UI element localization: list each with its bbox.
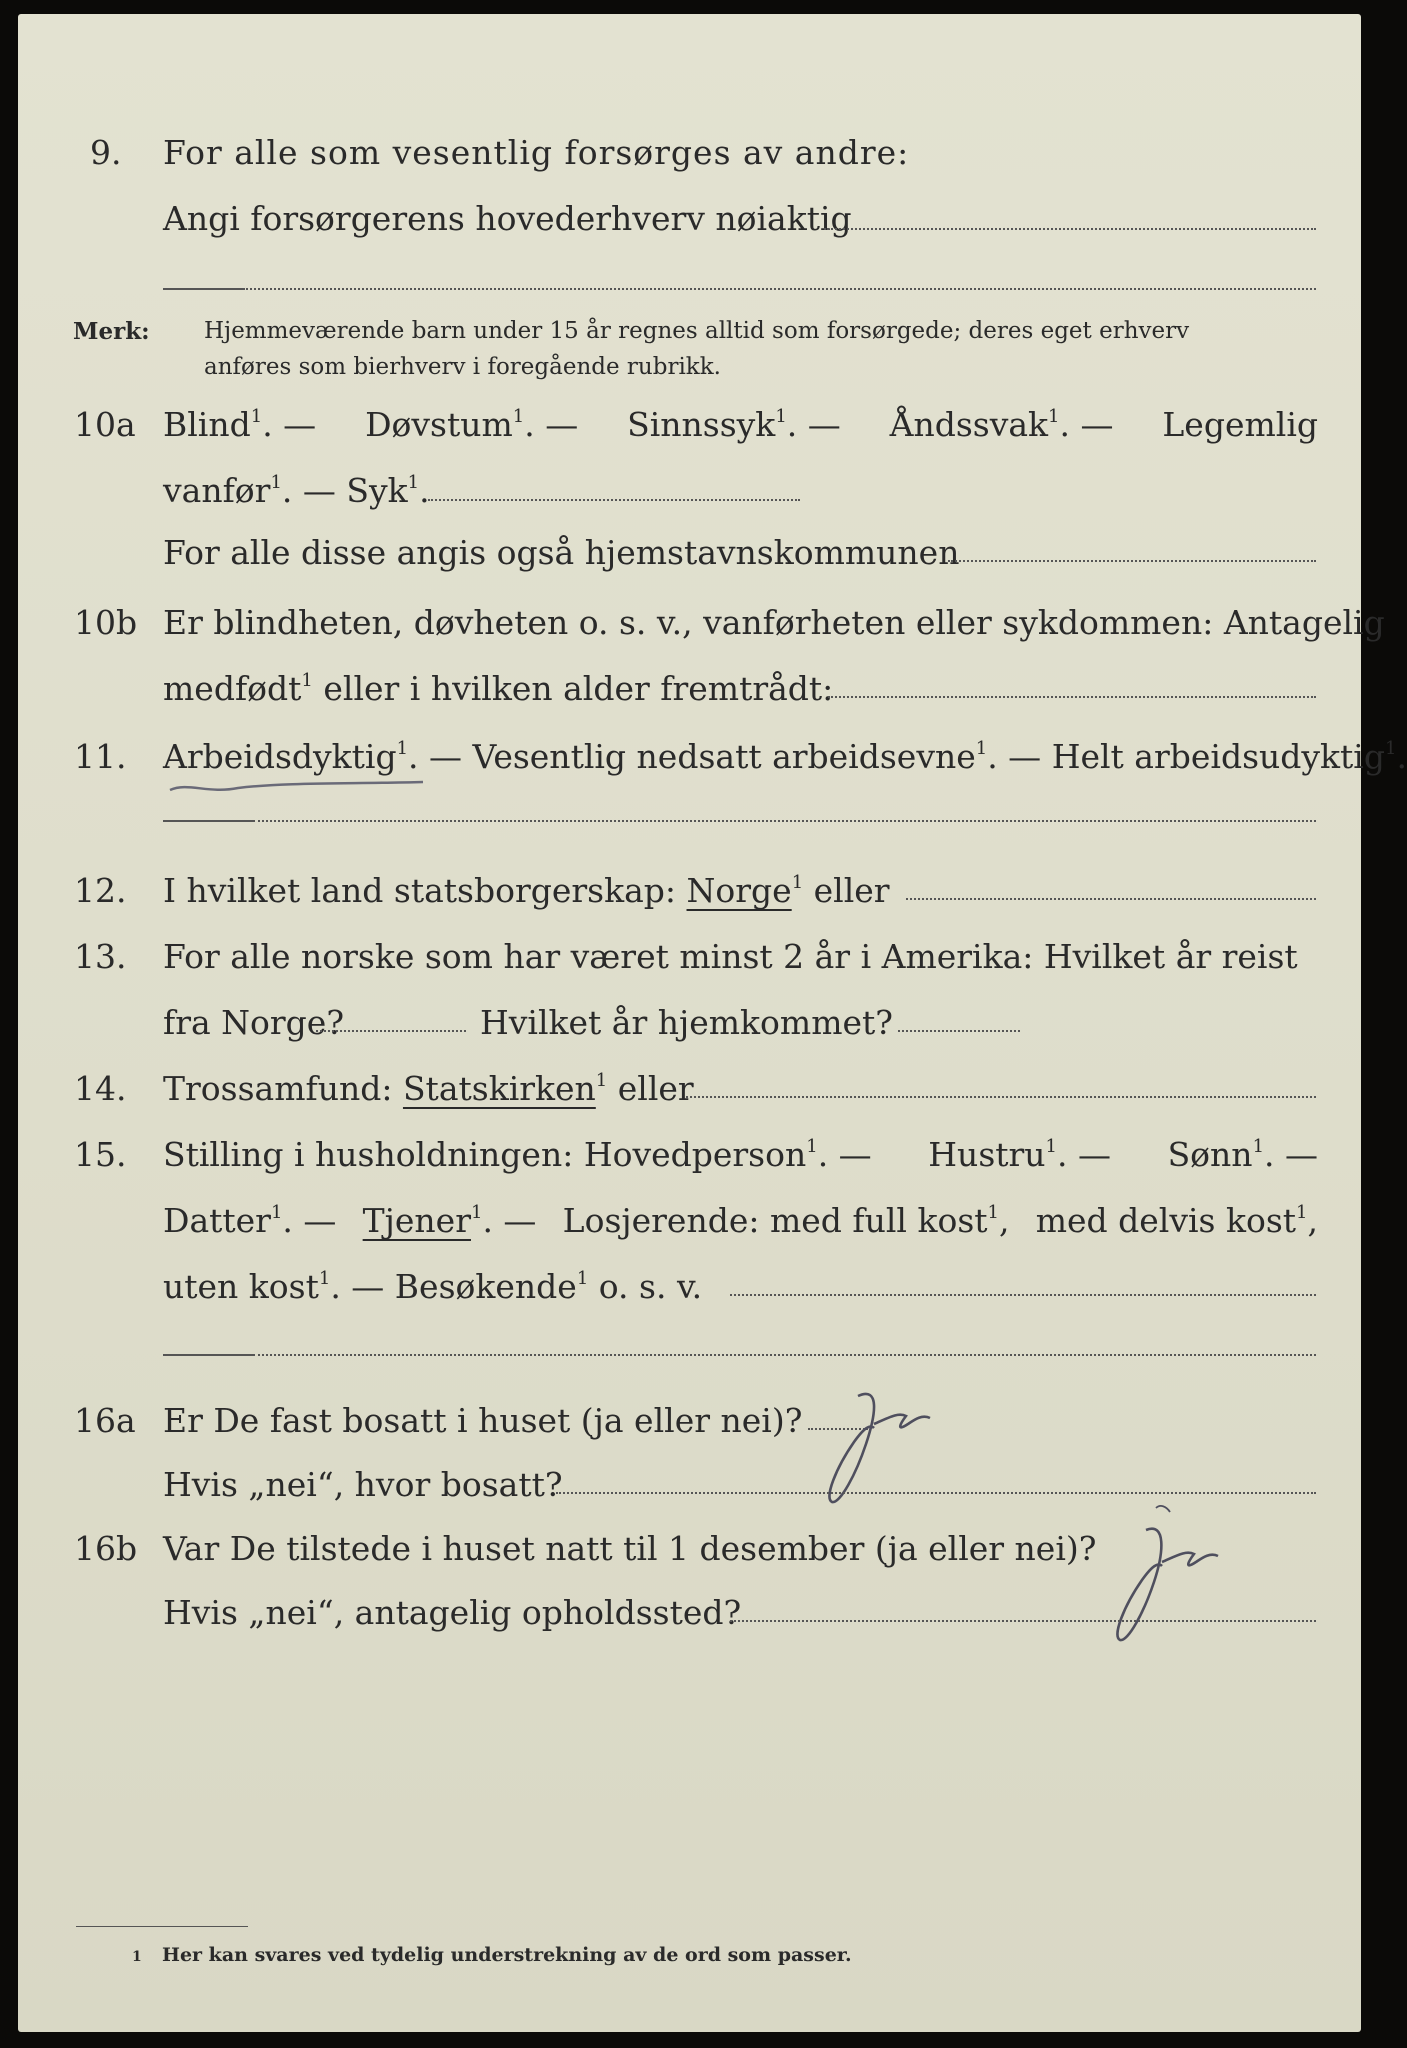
q10b-medfodt: medfødt (163, 669, 302, 708)
q10a-blind: Blind (163, 405, 251, 444)
footnote-mark: 1 (132, 1949, 142, 1965)
q11-nedsatt: Vesentlig nedsatt arbeidsevne (472, 737, 976, 776)
q10a-vanfor: vanfør (163, 471, 271, 510)
q13-line1: For alle norske som har været minst 2 år i Amerika: Hvilket år reist (163, 937, 1298, 976)
q10a-andssvak: Åndssvak (889, 405, 1049, 444)
q15-answer-line[interactable] (730, 1294, 1316, 1296)
merk-line1: Hjemmeværende barn under 15 år regnes alltid som forsørgede; deres eget erhverv (204, 318, 1190, 344)
q16b-line2: Hvis „nei“, antagelig opholdssted? (163, 1593, 742, 1632)
q13-reist-line[interactable] (316, 1030, 466, 1032)
q15-hustru: Hustru (928, 1135, 1046, 1174)
q16a-bosatt-line[interactable] (556, 1492, 1316, 1494)
q10a-legemlig: Legemlig (1162, 405, 1318, 444)
q16a-handwritten-answer (810, 1384, 990, 1524)
q13-line2b: Hvilket år hjemkommet? (480, 1003, 893, 1042)
q10a-syk: Syk (346, 471, 408, 510)
q12-number: 12. (74, 871, 127, 910)
q15-number: 15. (74, 1135, 127, 1174)
q12-norge: Norge (686, 871, 792, 910)
q9-answer-line[interactable] (824, 228, 1316, 230)
q16a-line2: Hvis „nei“, hvor bosatt? (163, 1465, 563, 1504)
q16b-opholdssted-line[interactable] (730, 1620, 1316, 1622)
q16a-number: 16a (74, 1401, 136, 1440)
q10b-answer-line[interactable] (828, 696, 1316, 698)
q11-handwritten-underline (168, 776, 428, 800)
q11-line: Arbeidsdyktig$^1$. — Vesentlig nedsatt arbeidsevne$^1$. — Helt arbeidsudyktig$^1$. (163, 737, 1407, 776)
footnote-text: Her kan svares ved tydelig understrekning av de ord som passer. (162, 1944, 852, 1966)
q13-line2a: fra Norge? (163, 1003, 345, 1042)
q16a-line1: Er De fast bosatt i huset (ja eller nei)? (163, 1401, 803, 1440)
q11-arbeidsdyktig: Arbeidsdyktig (163, 737, 397, 776)
q15-line1: Stilling i husholdningen: Hovedperson$^1$. — Hustru$^1$. — Sønn$^1$. — (163, 1135, 1318, 1174)
q14-statskirken: Statskirken (402, 1069, 596, 1108)
q15-answer-line-2[interactable] (253, 1354, 1316, 1356)
q10a-sinnssyk: Sinnssyk (627, 405, 776, 444)
merk-label: Merk: (73, 318, 150, 345)
q10b-line2: medfødt$^1$ eller i hvilken alder fremtrådt: (163, 669, 834, 708)
q15-line3: uten kost$^1$. — Besøkende$^1$ o. s. v. (163, 1267, 703, 1306)
q10a-dovstum: Døvstum (365, 405, 513, 444)
q12-answer-line[interactable] (906, 898, 1316, 900)
q11-number: 11. (74, 737, 127, 776)
q15-sonn: Sønn (1167, 1135, 1253, 1174)
q16b-number: 16b (74, 1529, 138, 1568)
q15-line2: Datter$^1$. — Tjener$^1$. — Losjerende: med full kost$^1$, med delvis kost$^1$, (163, 1201, 1318, 1240)
q11-solid-start (163, 820, 253, 822)
census-form-page (18, 14, 1407, 2032)
q14-line: Trossamfund: Statskirken$^1$ eller (163, 1069, 694, 1108)
merk-line2: anføres som bierhverv i foregående rubrikk. (204, 354, 721, 380)
q10a-line2: vanfør$^1$. — Syk$^1$. (163, 471, 430, 510)
q10a-answer-line[interactable] (428, 499, 800, 501)
q10b-number: 10b (74, 603, 138, 642)
q10b-line1: Er blindheten, døvheten o. s. v., vanførheten eller sykdommen: Antagelig (163, 603, 1385, 642)
q16b-handwritten-answer (1086, 1502, 1286, 1652)
q11-udyktig: Helt arbeidsudyktig (1051, 737, 1385, 776)
q10a-line1: Blind$^1$. — Døvstum$^1$. — Sinnssyk$^1$. — Åndssvak$^1$. — Legemlig (163, 405, 1318, 444)
q9-line2: Angi forsørgerens hovederhverv nøiaktig (163, 199, 852, 238)
q10a-hjemstavn-line[interactable] (948, 560, 1316, 562)
q16b-line1: Var De tilstede i huset natt til 1 desember (ja eller nei)? (163, 1529, 1097, 1568)
q9-solid-start (163, 288, 243, 290)
q13-hjemkommet-line[interactable] (898, 1030, 1020, 1032)
q14-answer-line[interactable] (686, 1096, 1316, 1098)
q11-answer-line[interactable] (253, 820, 1316, 822)
q15-datter: Datter (163, 1201, 271, 1240)
footnote-rule (76, 1926, 248, 1927)
q15-tjener: Tjener (362, 1201, 471, 1240)
q10a-line3: For alle disse angis også hjemstavnskommunen (163, 533, 960, 572)
q9-answer-line-2[interactable] (243, 288, 1316, 290)
q9-line1: For alle som vesentlig forsørges av andre: (163, 133, 910, 172)
q12-line: I hvilket land statsborgerskap: Norge$^1$ eller (163, 871, 890, 910)
q15-solid-start (163, 1354, 253, 1356)
q15-besokende: Besøkende (394, 1267, 577, 1306)
q10a-number: 10a (74, 405, 136, 444)
q14-number: 14. (74, 1069, 127, 1108)
q9-number: 9. (90, 133, 122, 172)
q13-number: 13. (74, 937, 127, 976)
